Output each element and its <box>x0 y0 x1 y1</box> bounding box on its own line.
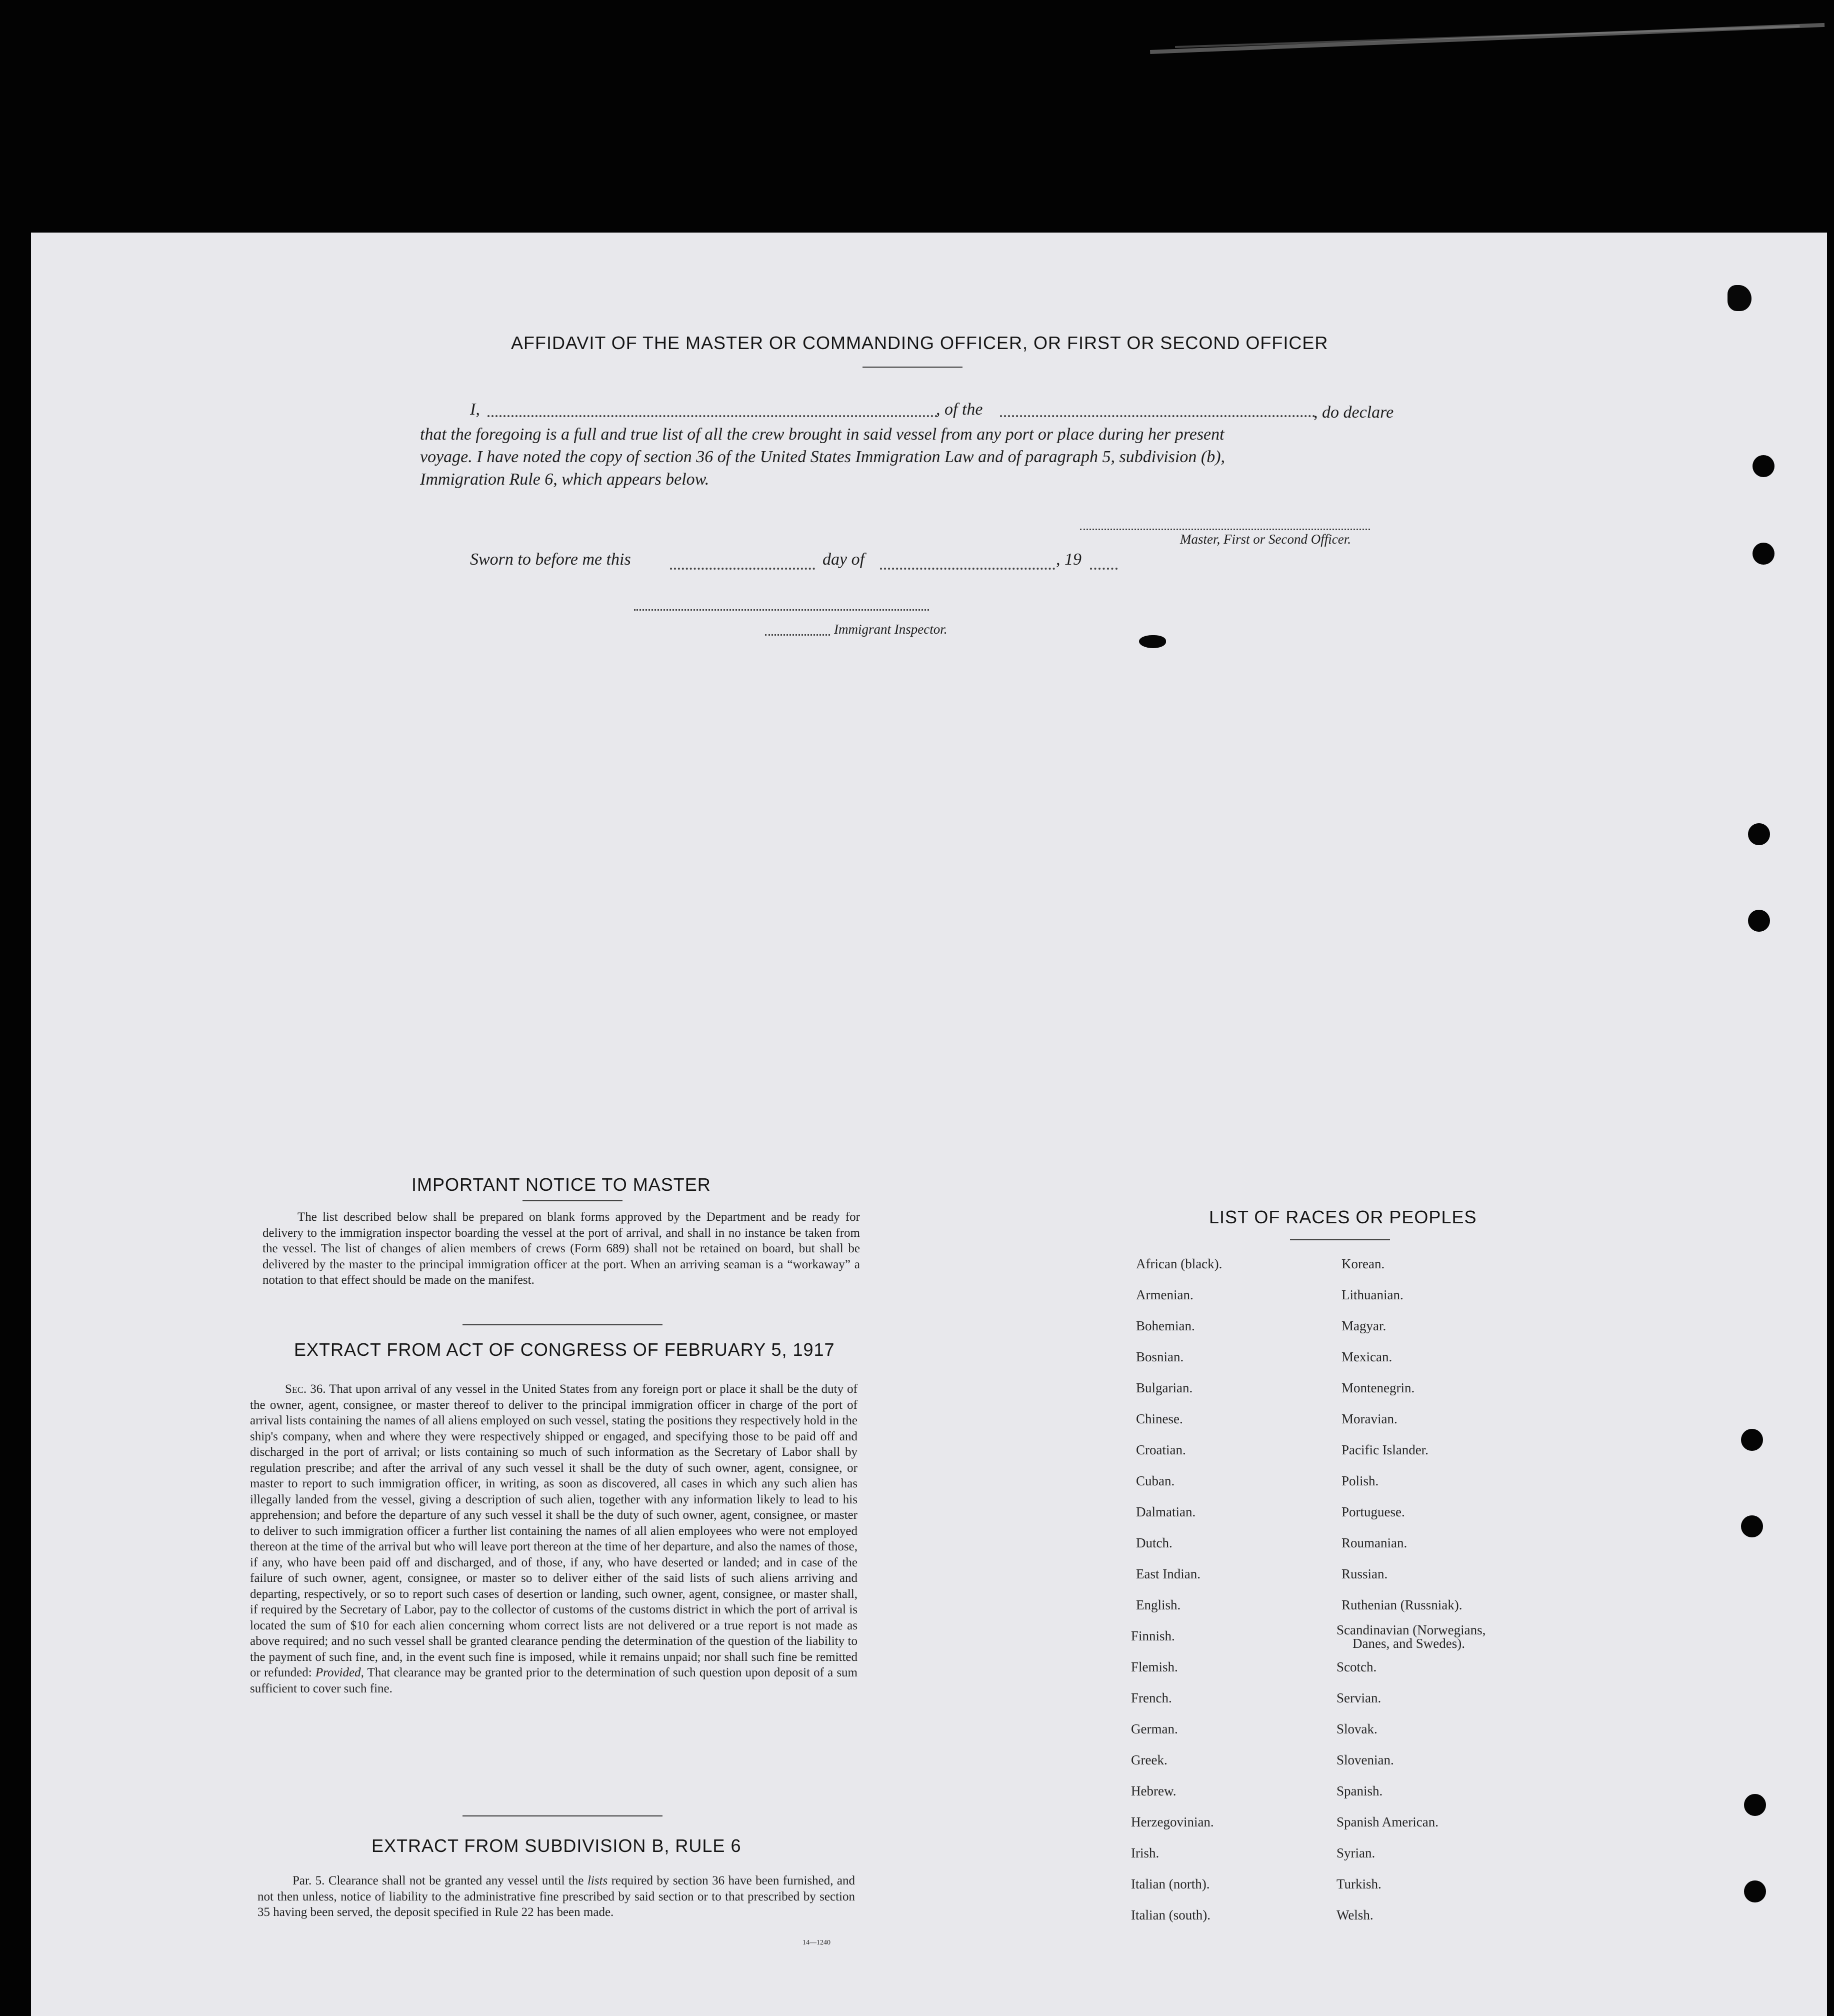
race-item: Polish. <box>1342 1473 1379 1488</box>
inspector-label-dots <box>765 634 830 636</box>
vessel-blank <box>1000 415 1315 417</box>
race-item: Korean. <box>1342 1256 1385 1271</box>
race-item: Armenian. <box>1136 1287 1194 1302</box>
inspector-signature-line <box>634 609 929 611</box>
rule-body-end: required by section 36 have been furnished, and not then unless, notice of liability to the administrative fine prescribed by said section or to that prescribed by section 35 having been served, the deposit specified in Rule 22 has been made. <box>258 1874 856 1919</box>
race-item: English. <box>1136 1597 1181 1612</box>
punch-hole <box>1744 1880 1766 1902</box>
notice-body <box>262 1209 860 1288</box>
affidavit-line1-of-the: , of the <box>936 400 983 419</box>
races-title: LIST OF RACES OR PEOPLES <box>1209 1207 1477 1227</box>
extract-rule-paragraph <box>258 1873 855 1920</box>
race-item: Roumanian. <box>1342 1535 1408 1550</box>
punch-hole <box>1741 1515 1763 1537</box>
sworn-day-of: day of <box>822 550 865 569</box>
race-item: German. <box>1131 1721 1178 1736</box>
race-item: Bulgarian. <box>1136 1380 1193 1395</box>
race-item: Ruthenian (Russniak). <box>1342 1597 1462 1612</box>
punch-hole <box>1744 1794 1766 1816</box>
extract-rule-body <box>258 1873 855 1920</box>
name-blank <box>488 415 938 417</box>
affidavit-line2: that the foregoing is a full and true list of all the crew brought in said vessel from any port or place during her present <box>420 425 1224 444</box>
ink-blot <box>1139 635 1166 648</box>
master-signature-label: Master, First or Second Officer. <box>1180 532 1351 547</box>
race-item: Bohemian. <box>1136 1318 1195 1333</box>
section-divider <box>462 1324 662 1325</box>
affidavit-line1-declare: , do declare <box>1314 403 1394 422</box>
affidavit-title: AFFIDAVIT OF THE MASTER OR COMMANDING OFFICER, OR FIRST OR SECOND OFFICER <box>511 333 1328 353</box>
document-page <box>31 233 1827 2016</box>
sec-body-end: That clearance may be granted prior to the determination of such question upon deposit of a sum sufficient to cover such fine. <box>250 1666 858 1695</box>
race-item: Pacific Islander. <box>1342 1442 1428 1457</box>
affidavit-line3: voyage. I have noted the copy of section 36 of the United States Immigration Law and of paragraph 5, subdivision (b), <box>420 448 1226 466</box>
punch-hole <box>1748 823 1770 845</box>
race-item: Spanish. <box>1336 1783 1383 1798</box>
notice-underline <box>522 1200 622 1201</box>
punch-hole <box>1741 1429 1763 1451</box>
race-item: French. <box>1131 1690 1172 1705</box>
sworn-month-blank <box>880 568 1055 570</box>
sworn-year-blank <box>1090 568 1118 570</box>
race-item: Portuguese. <box>1342 1504 1405 1519</box>
punch-hole <box>1752 455 1774 477</box>
race-item: Hebrew. <box>1131 1783 1176 1798</box>
punch-hole <box>1748 910 1770 932</box>
race-item: Welsh. <box>1336 1907 1374 1922</box>
race-item: Cuban. <box>1136 1473 1175 1488</box>
race-item: Croatian. <box>1136 1442 1186 1457</box>
race-item: Slovenian. <box>1336 1752 1394 1767</box>
race-item: Greek. <box>1131 1752 1168 1767</box>
race-item: Turkish. <box>1336 1876 1382 1891</box>
notice-paragraph: The list described below shall be prepared on blank forms approved by the Department and be ready for delivery to the immigration inspector boarding the vessel at the port of arrival, and shall in no instance be taken from the vessel. The list of changes of alien members of crews (Form 689) shall not be retained on board, but shall be delivered by the master to the principal immigration officer at the port. When an arriving seaman is a “workaway” a notation to that effect should be made on the manifest. <box>262 1210 860 1287</box>
race-item: Scandinavian (Norwegians, <box>1336 1622 1486 1637</box>
affidavit-line4: Immigration Rule 6, which appears below. <box>420 470 710 489</box>
inspector-label: Immigrant Inspector. <box>834 622 948 637</box>
lists-word: lists <box>587 1874 608 1887</box>
film-scratch <box>1175 26 1800 48</box>
race-item: Syrian. <box>1336 1845 1376 1860</box>
races-underline <box>1290 1239 1390 1240</box>
master-signature-line <box>1080 529 1370 530</box>
race-item: Montenegrin. <box>1342 1380 1415 1395</box>
race-item: Finnish. <box>1131 1628 1175 1643</box>
extract-act-title: EXTRACT FROM ACT OF CONGRESS OF FEBRUARY 5, 1917 <box>294 1339 835 1360</box>
title-underline <box>862 367 962 368</box>
race-item: Slovak. <box>1336 1721 1378 1736</box>
race-item: Italian (north). <box>1131 1876 1210 1891</box>
race-item: Spanish American. <box>1336 1814 1438 1829</box>
extract-act-body <box>250 1381 858 1696</box>
ink-blot <box>1728 285 1752 311</box>
punch-hole <box>1752 543 1774 565</box>
race-item: Dutch. <box>1136 1535 1172 1550</box>
race-item: Servian. <box>1336 1690 1382 1705</box>
race-item: Danes, and Swedes). <box>1352 1636 1465 1651</box>
race-item: Herzegovinian. <box>1131 1814 1214 1829</box>
race-item: Chinese. <box>1136 1411 1183 1426</box>
race-item: Dalmatian. <box>1136 1504 1196 1519</box>
race-item: Italian (south). <box>1131 1907 1210 1922</box>
sec-body: That upon arrival of any vessel in the United States from any foreign port or place it shall be the duty of the owner, agent, consignee, or master thereof to deliver to the principal immigration officer in charge of the port of arrival lists containing the names of all aliens employed on such vessel, stating the positions they respectively hold in the ship's company, when and where they were respectively shipped or engaged, and specifying those to be paid off and discharged in the port of arrival; or lists containing so much of such information as the Secretary of Labor shall by regulation prescribe; and after the arrival of any such vessel it shall be the duty of such owner, agent, consignee, or master to report to such immigration officer, in writing, as soon as discovered, all cases in which any such alien has illegally landed from the vessel, giving a description of such alien, together with any information likely to lead to his apprehension; and before the departure of any such vessel it shall be the duty of such owner, agent, consignee, or master to deliver to such immigration officer a further list containing the names of all alien employees who were not employed thereon at the time of the arrival but who will leave port thereon at the time of her departure, and also the names of those, if any, who have been paid off and discharged, and of those, if any, who have deserted or landed; and in case of the failure of such owner, agent, consignee, or master so to deliver either of the said lists of such aliens arriving and departing, respectively, or so to report such cases of desertion or landing, such owner, agent, consignee, or master shall, if required by the Secretary of Labor, pay to the collector of customs of the customs district in which the port of arrival is located the sum of $10 for each alien concerning whom correct lists are not delivered or a true report is not made as above required; and no such vessel shall be granted clearance pending the determination of the question of the liability to the payment of such fine, and, in the event such fine is imposed, while it remains unpaid; nor shall such fine be remitted or refunded: <box>250 1382 858 1679</box>
race-item: East Indian. <box>1136 1566 1200 1581</box>
affidavit-line1-i: I, <box>470 400 480 419</box>
race-item: Irish. <box>1131 1845 1160 1860</box>
race-item: Flemish. <box>1131 1659 1178 1674</box>
sworn-year: , 19 <box>1056 550 1082 569</box>
race-item: Russian. <box>1342 1566 1388 1581</box>
sworn-day-blank <box>670 568 815 570</box>
section-divider <box>462 1815 662 1816</box>
notice-title: IMPORTANT NOTICE TO MASTER <box>412 1174 711 1195</box>
race-item: Scotch. <box>1336 1659 1377 1674</box>
extract-act-paragraph <box>250 1381 858 1696</box>
extract-rule-title: EXTRACT FROM SUBDIVISION B, RULE 6 <box>372 1835 742 1856</box>
race-item: Bosnian. <box>1136 1349 1184 1364</box>
race-item: Mexican. <box>1342 1349 1392 1364</box>
rule-body-start: Par. 5. Clearance shall not be granted any vessel until the <box>292 1874 584 1887</box>
race-item: African (black). <box>1136 1256 1222 1271</box>
form-number: 14—1240 <box>802 1939 830 1946</box>
provided-word: Provided, <box>315 1666 364 1679</box>
race-item: Moravian. <box>1342 1411 1398 1426</box>
sworn-prefix: Sworn to before me this <box>470 550 631 569</box>
race-item: Lithuanian. <box>1342 1287 1404 1302</box>
sec-label: Sec. 36. <box>285 1382 326 1396</box>
race-item: Magyar. <box>1342 1318 1386 1333</box>
